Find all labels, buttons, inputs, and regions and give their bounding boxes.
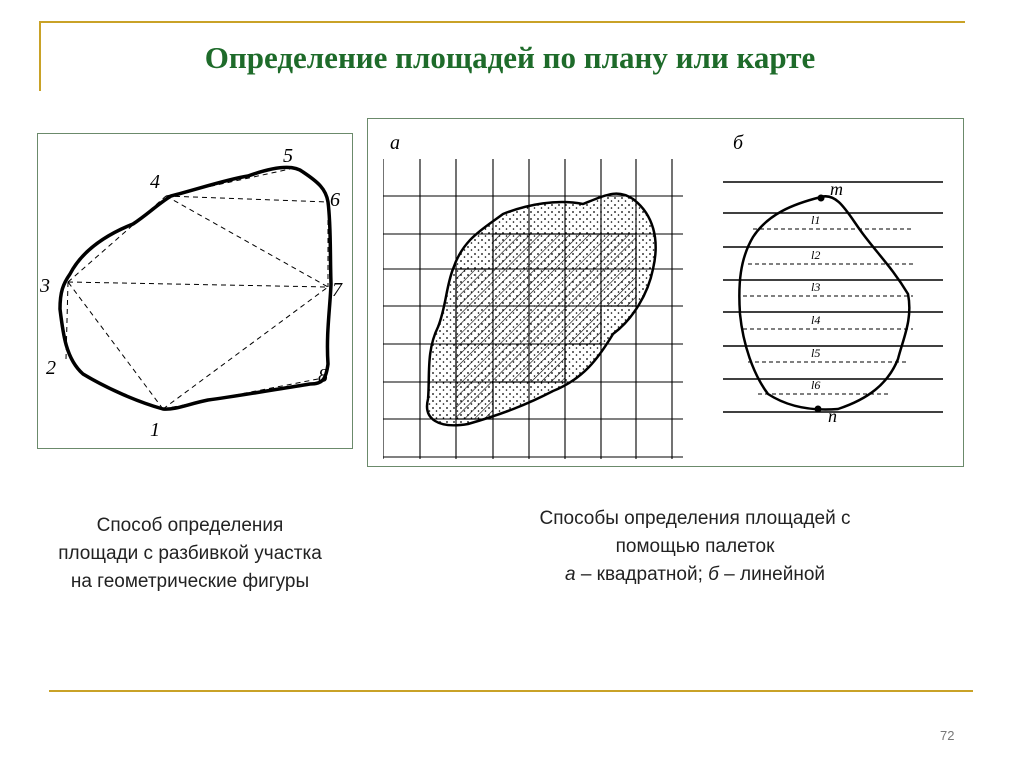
top-accent-horizontal-rule	[39, 21, 965, 23]
caption-left	[10, 512, 370, 596]
slide-title: Определение площадей по плану или карте	[204, 40, 816, 75]
parcel-outline	[60, 167, 331, 409]
vertex-label-5: 5	[283, 145, 293, 167]
point-m-label: m	[830, 179, 843, 199]
caption-right-a: а	[564, 564, 576, 585]
caption-right	[430, 505, 960, 589]
point-n-label: n	[828, 406, 837, 426]
point-m-dot	[818, 195, 825, 202]
vertex-label-1: 1	[150, 419, 160, 441]
figure-geometric-division	[37, 133, 353, 449]
panel-a-label: а	[390, 132, 400, 154]
bottom-accent-rule	[49, 690, 973, 692]
line-label-l4: l4	[811, 313, 821, 327]
line-label-l6: l6	[811, 378, 821, 392]
line-label-l5: l5	[811, 346, 821, 360]
line-label-l2: l2	[811, 248, 821, 262]
caption-left-line-1: Способ определения	[96, 515, 284, 536]
figure-palettes	[367, 118, 964, 467]
linear-palette-lines	[723, 182, 943, 412]
line-label-l1: l1	[811, 213, 821, 227]
caption-left-line-2: площади с разбивкой участка	[58, 543, 322, 564]
top-accent-vertical-rule	[39, 21, 41, 91]
point-n-dot	[815, 406, 822, 413]
vertex-label-7: 7	[332, 279, 342, 301]
geometric-division-drawing	[38, 134, 352, 448]
page-number: 72	[940, 728, 955, 743]
vertex-label-6: 6	[330, 189, 340, 211]
vertex-label-3: 3	[40, 275, 50, 297]
caption-left-line-3: на геометрические фигуры	[70, 571, 310, 592]
linear-palette-parcel	[739, 196, 909, 409]
caption-right-mid: – квадратной;	[575, 564, 709, 585]
panel-b-label: б	[733, 132, 744, 154]
line-label-l3: l3	[811, 280, 821, 294]
vertex-label-4: 4	[150, 171, 160, 193]
vertex-label-8: 8	[318, 365, 328, 387]
caption-right-end: – линейной	[718, 564, 826, 585]
division-lines	[66, 169, 328, 409]
caption-right-b: б	[708, 564, 719, 585]
caption-right-line-3	[430, 561, 960, 589]
caption-right-line-1: Способы определения площадей с	[539, 508, 851, 529]
palettes-drawing	[368, 119, 963, 466]
caption-right-line-2: помощью палеток	[615, 536, 775, 557]
vertex-label-2: 2	[46, 357, 56, 379]
